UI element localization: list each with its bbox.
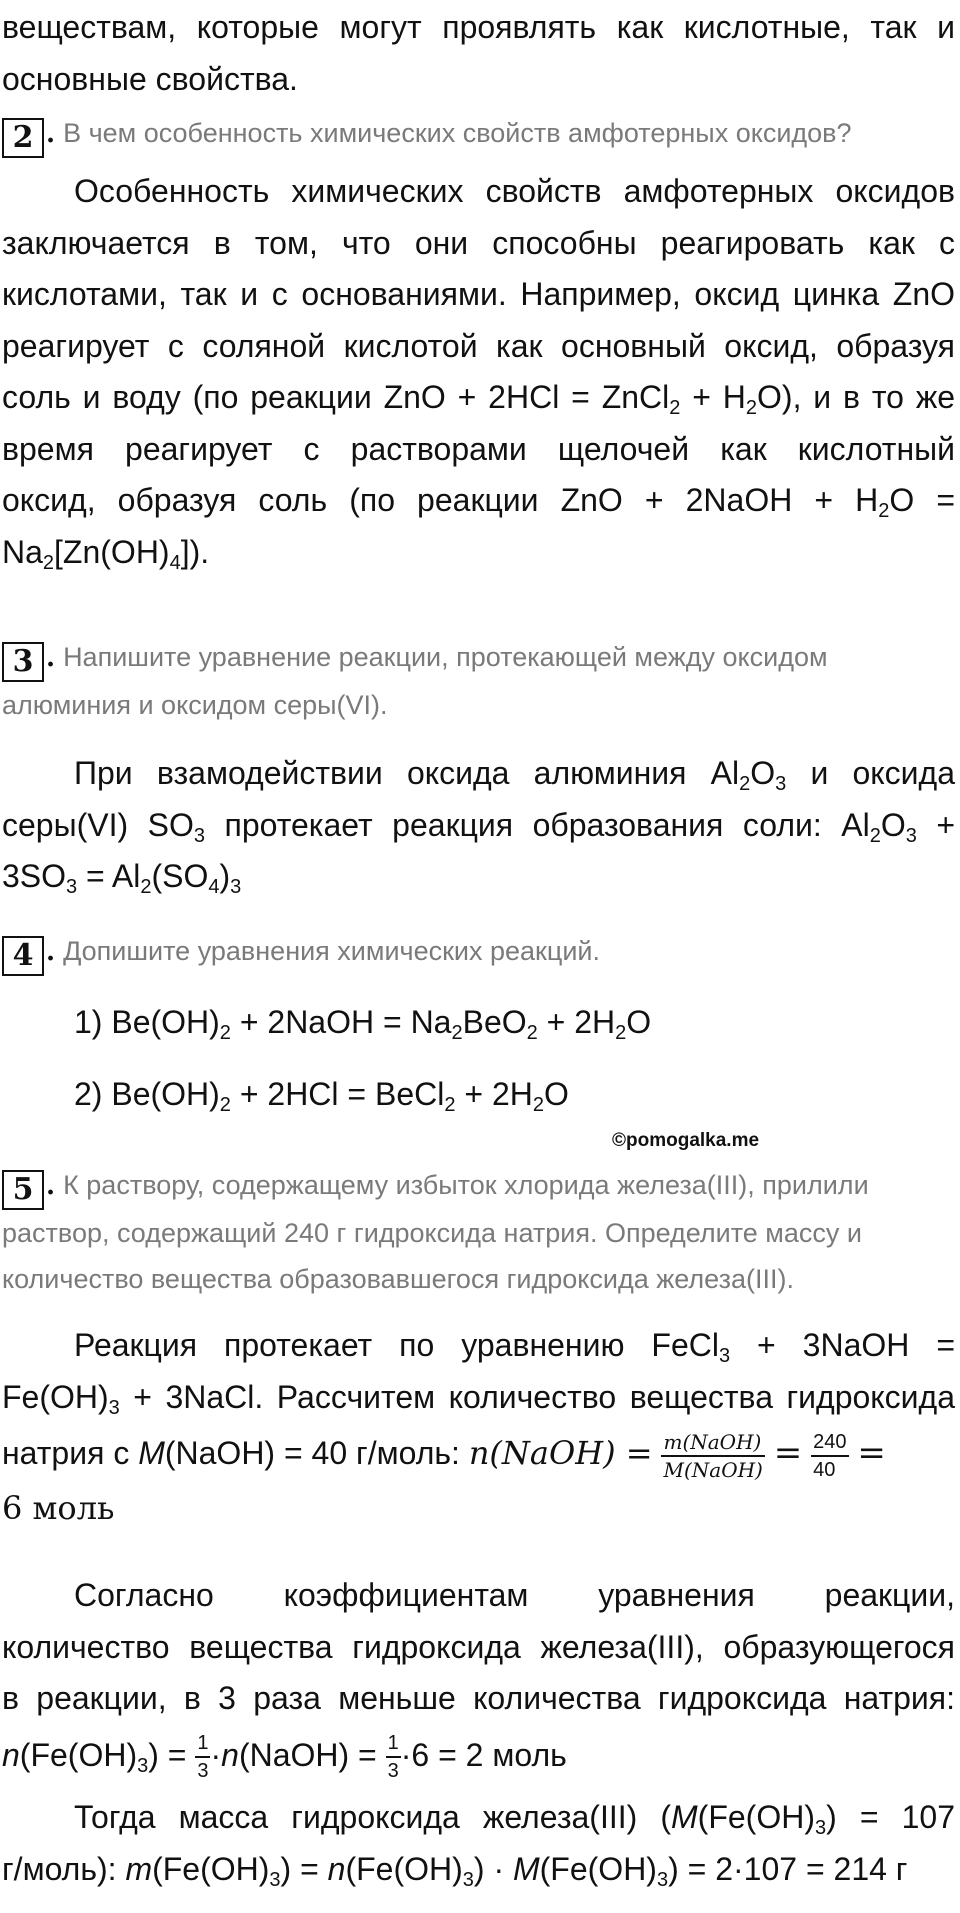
question-text: раствор, содержащий 240 г гидроксида натрия. Определите массу и [2, 1217, 862, 1248]
subscript: 2 [444, 1094, 456, 1116]
text: оксид, образуя соль (по реакции ZnO + 2NaOH + H [2, 482, 879, 518]
text: ) · [473, 1850, 513, 1887]
answer-line [2, 1320, 955, 1372]
answer-line [2, 1792, 955, 1844]
answer-line: время реагирует с растворами щелочей как кислотный [2, 430, 955, 467]
text: O [626, 1004, 652, 1040]
text: = Al [77, 858, 141, 894]
text: 3SO [2, 858, 67, 894]
fraction-numerator: 1 [386, 1730, 401, 1758]
subscript: 3 [193, 824, 205, 847]
text: O [543, 1076, 569, 1112]
question-number-box: 2 [2, 118, 44, 158]
text: ) [219, 858, 231, 894]
text: + 2H [537, 1004, 616, 1040]
text: + [916, 806, 956, 843]
answer-line [2, 372, 955, 424]
subscript: 2 [219, 1022, 231, 1044]
text: протекает реакция образования соли: Al [205, 806, 870, 843]
question-5 [2, 1162, 955, 1302]
text: + 3NaOH = [730, 1327, 956, 1363]
text: O [880, 806, 906, 843]
question-number-box: 5 [2, 1170, 44, 1210]
question-text: Напишите уравнение реакции, протекающей между оксидом [63, 642, 828, 672]
text: O [750, 755, 776, 791]
answer-5-paragraph-1 [2, 1320, 955, 1535]
answer-line: в реакции, в 3 раза меньше количества гидроксида натрия: [2, 1680, 955, 1716]
text: O), и в то же [757, 379, 956, 415]
question-number-box: 4 [2, 936, 44, 976]
subscript: 2 [745, 397, 758, 419]
fraction-denominator: M(NaOH) [663, 1457, 763, 1482]
subscript: 3 [656, 1868, 669, 1891]
formula-text: n(NaOH) = [468, 1434, 653, 1472]
answer-line: кислотами, так и с основаниями. Например, оксид цинка ZnO [2, 276, 955, 312]
subscript: 2 [219, 1094, 231, 1116]
text: + 2HCl = BeCl [230, 1076, 445, 1112]
text: (Fe(OH) [539, 1850, 657, 1887]
intro-line: веществам, которые могут проявлять как кислотные, так и [2, 9, 955, 45]
text: (NaOH) = [238, 1736, 386, 1773]
subscript: 4 [169, 551, 181, 574]
text: и оксида [786, 755, 956, 791]
answer-line [2, 527, 955, 579]
intro-line: основные свойства. [2, 60, 298, 97]
subscript: 2 [140, 876, 152, 898]
text: Тогда масса гидроксида железа(III) ( [74, 1799, 672, 1835]
text: серы(VI) SO [2, 806, 194, 843]
italic-variable: M [138, 1435, 165, 1471]
text: ) = 2·107 = 214 г [668, 1850, 908, 1887]
subscript: 3 [905, 824, 917, 847]
text: BeO [462, 1004, 527, 1040]
text: Реакция протекает по уравнению FeCl [74, 1327, 719, 1363]
question-text: В чем особенность химических свойств амфотерных оксидов? [63, 118, 852, 148]
subscript: 2 [532, 1094, 544, 1116]
answer-line [2, 748, 955, 800]
text: [Zn(OH) [54, 533, 170, 570]
fraction-denominator: 3 [197, 1760, 209, 1783]
answer-line: заключается в том, что они способны реагировать как с [2, 224, 955, 261]
answer-line [2, 1844, 955, 1896]
question-4 [2, 928, 955, 976]
subscript: 3 [814, 1817, 827, 1839]
answer-5-paragraph-2 [2, 1570, 955, 1785]
question-3 [2, 634, 955, 728]
subscript: 2 [526, 1022, 538, 1044]
text: Na [2, 533, 43, 570]
question-2 [2, 110, 955, 158]
question-text: К раствору, содержащему избыток хлорида железа(III), прилили [63, 1170, 869, 1200]
equals-sign: = [773, 1433, 803, 1473]
text: + 2NaOH = Na [230, 1004, 452, 1040]
question-number-dot: . [46, 1171, 56, 1201]
answer-line [2, 475, 955, 527]
subscript: 3 [269, 1868, 281, 1891]
subscript: 2 [869, 824, 881, 847]
subscript: 2 [615, 1022, 627, 1044]
text: + 2H [455, 1076, 533, 1112]
answer-line: количество вещества гидроксида железа(III), образующегося [2, 1628, 955, 1665]
italic-variable: M [512, 1850, 540, 1887]
text: натрия с [2, 1435, 139, 1471]
equals-sign: = [857, 1433, 886, 1473]
answer-line: Особенность химических свойств амфотерных оксидов [74, 173, 955, 209]
answer-line: Согласно коэффициентам уравнения реакции, [74, 1577, 955, 1613]
text: + 3NaCl. Рассчитем количество вещества гидроксида [119, 1378, 955, 1415]
text: При взамодействии оксида алюминия Al [74, 755, 740, 791]
fraction [811, 1429, 848, 1483]
text: O = [889, 482, 956, 518]
answer-line [2, 1372, 955, 1424]
fraction-denominator: 40 [813, 1458, 836, 1481]
subscript: 4 [208, 876, 220, 898]
subscript: 3 [137, 1754, 149, 1777]
question-number-dot: . [46, 119, 56, 149]
fraction-numerator: 1 [195, 1730, 210, 1758]
subscript: 3 [718, 1345, 731, 1367]
text: + H [680, 379, 746, 415]
subscript: 2 [42, 551, 55, 574]
question-text: Допишите уравнения химических реакций. [63, 936, 601, 966]
subscript: 3 [462, 1868, 474, 1891]
intro-paragraph [2, 2, 955, 105]
watermark: ©pomogalka.me [612, 1130, 760, 1151]
answer-5-paragraph-3 [2, 1792, 955, 1895]
italic-variable: n [221, 1736, 239, 1773]
text: ]). [180, 533, 210, 570]
equation-2 [74, 1074, 569, 1114]
text: (Fe(OH) [345, 1850, 463, 1887]
fraction [661, 1429, 764, 1483]
text: 1) Be(OH) [74, 1004, 220, 1040]
question-number-dot: . [46, 937, 56, 967]
italic-variable: n [327, 1850, 346, 1887]
text: · [210, 1736, 222, 1773]
fraction-denominator: 3 [387, 1760, 399, 1783]
text: (NaOH) = 40 г/моль: [164, 1435, 469, 1471]
text: ) = [280, 1850, 328, 1887]
subscript: 2 [739, 773, 751, 795]
answer-2 [2, 166, 955, 578]
fraction [386, 1730, 401, 1784]
italic-variable: m [125, 1850, 153, 1887]
text: Fe(OH) [2, 1378, 109, 1415]
answer-line: реагирует с соляной кислотой как основный оксид, образуя [2, 327, 955, 364]
text: ) = [148, 1736, 196, 1773]
text: 2) Be(OH) [74, 1076, 220, 1112]
question-number-box: 3 [2, 642, 44, 682]
answer-line [2, 1423, 955, 1483]
text: г/моль): [2, 1850, 126, 1887]
answer-line [2, 1725, 955, 1785]
equation-1 [74, 1002, 651, 1042]
subscript: 2 [451, 1022, 463, 1044]
text: (Fe(OH) [152, 1850, 270, 1887]
text: (Fe(OH) [19, 1736, 138, 1773]
subscript: 2 [878, 500, 890, 522]
answer-3 [2, 748, 955, 903]
fraction-numerator: m(NaOH) [661, 1429, 764, 1457]
fraction [195, 1730, 210, 1784]
fraction-numerator: 240 [811, 1429, 848, 1457]
italic-variable: M [671, 1799, 698, 1835]
answer-line [2, 851, 955, 903]
text: ) = 107 [826, 1799, 956, 1835]
subscript: 3 [108, 1396, 120, 1419]
text: (SO [151, 858, 209, 894]
answer-line [2, 1483, 955, 1535]
answer-line [2, 800, 955, 852]
formula-text: 6 моль [2, 1489, 115, 1527]
question-text: количество вещества образовавшегося гидроксида железа(III). [2, 1263, 794, 1294]
subscript: 3 [775, 773, 787, 795]
text: соль и воду (по реакции ZnO + 2HCl = ZnCl [2, 379, 670, 415]
italic-variable: n [2, 1736, 20, 1773]
subscript: 3 [66, 876, 78, 898]
text: (Fe(OH) [697, 1799, 815, 1835]
subscript: 3 [230, 876, 242, 898]
question-number-dot: . [46, 643, 56, 673]
subscript: 2 [669, 397, 681, 419]
text: ·6 = 2 моль [400, 1736, 567, 1773]
question-text: алюминия и оксидом серы(VI). [2, 689, 388, 720]
